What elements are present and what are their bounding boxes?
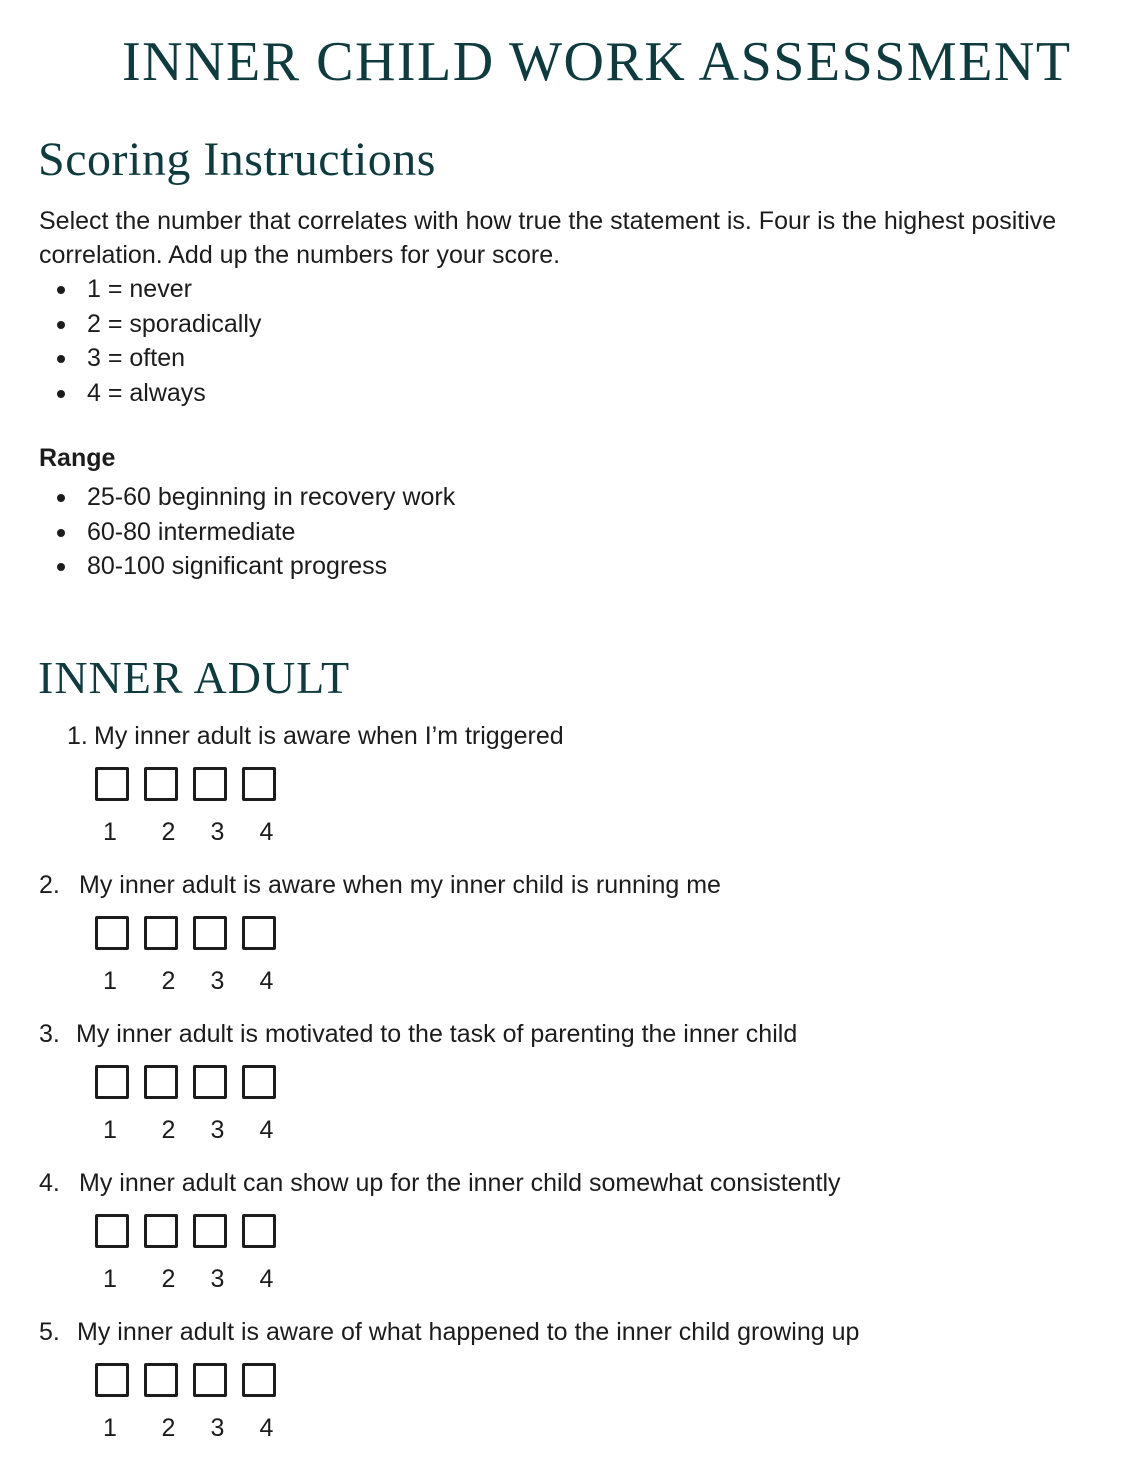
range-item: 25-60 beginning in recovery work [0,480,455,515]
checkbox-option-2[interactable] [144,916,178,950]
checkbox-option-2[interactable] [144,1214,178,1248]
checkbox-option-3[interactable] [193,767,227,801]
option-label: 1 [103,1265,117,1293]
answer-options-5 [95,1363,276,1397]
option-label: 4 [259,1414,274,1442]
checkbox-option-1[interactable] [95,767,129,801]
question-3 [39,1018,797,1050]
checkbox-option-4[interactable] [242,916,276,950]
option-label: 1 [103,818,117,846]
question-1 [67,720,564,752]
option-label: 2 [161,1265,176,1293]
option-label: 1 [103,1116,117,1144]
scale-item: 3 = often [0,341,261,376]
question-text: My inner adult is aware when my inner child is running me [79,871,721,899]
inner-adult-heading: INNER ADULT [38,652,351,703]
option-label: 1 [103,1414,117,1442]
answer-options-2 [95,916,276,950]
option-label: 2 [161,1116,176,1144]
scoring-intro: Select the number that correlates with how true the statement is. Four is the highest positive correlation. Add up the numbers for your score. [39,207,1057,269]
option-label: 3 [210,967,225,995]
checkbox-option-1[interactable] [95,1065,129,1099]
checkbox-option-4[interactable] [242,1065,276,1099]
question-text: My inner adult is motivated to the task of parenting the inner child [76,1020,798,1048]
checkbox-option-4[interactable] [242,767,276,801]
question-text: My inner adult is aware of what happened to the inner child growing up [77,1318,860,1346]
scoring-instructions-heading: Scoring Instructions [38,133,436,186]
option-labels-2 [95,967,291,996]
checkbox-option-3[interactable] [193,1214,227,1248]
checkbox-option-2[interactable] [144,1065,178,1099]
checkbox-option-3[interactable] [193,1363,227,1397]
scale-item: 4 = always [0,376,261,411]
checkbox-option-3[interactable] [193,1065,227,1099]
option-labels-5 [95,1414,291,1443]
question-number: 1. [67,722,88,750]
option-label: 2 [161,818,176,846]
option-label: 2 [161,1414,176,1442]
option-label: 4 [259,967,274,995]
answer-options-4 [95,1214,276,1248]
question-number: 4. [39,1169,60,1197]
question-2 [39,869,721,901]
range-list [0,480,455,584]
question-number: 5. [39,1318,60,1346]
option-label: 3 [210,1414,225,1442]
page-title: INNER CHILD WORK ASSESSMENT [122,31,1072,93]
option-label: 4 [259,1116,274,1144]
option-label: 3 [210,1116,225,1144]
answer-options-3 [95,1065,276,1099]
scale-list [0,272,261,410]
scale-item: 1 = never [0,272,261,307]
option-label: 1 [103,967,117,995]
question-number: 2. [39,871,60,899]
option-label: 3 [210,818,225,846]
range-item: 60-80 intermediate [0,515,455,550]
option-label: 4 [259,1265,274,1293]
checkbox-option-4[interactable] [242,1214,276,1248]
option-label: 3 [210,1265,225,1293]
question-4 [39,1167,841,1199]
checkbox-option-2[interactable] [144,1363,178,1397]
option-labels-4 [95,1265,291,1294]
range-label: Range [39,444,116,472]
option-label: 4 [259,818,274,846]
scale-item: 2 = sporadically [0,307,261,342]
answer-options-1 [95,767,276,801]
checkbox-option-2[interactable] [144,767,178,801]
option-labels-3 [95,1116,291,1145]
question-text: My inner adult can show up for the inner child somewhat consistently [79,1169,841,1197]
checkbox-option-1[interactable] [95,1363,129,1397]
question-5 [39,1316,859,1348]
question-text: My inner adult is aware when I’m triggered [94,722,564,750]
range-item: 80-100 significant progress [0,549,455,584]
checkbox-option-1[interactable] [95,1214,129,1248]
checkbox-option-3[interactable] [193,916,227,950]
option-labels-1 [95,818,291,847]
question-number: 3. [39,1020,60,1048]
option-label: 2 [161,967,176,995]
checkbox-option-1[interactable] [95,916,129,950]
checkbox-option-4[interactable] [242,1363,276,1397]
